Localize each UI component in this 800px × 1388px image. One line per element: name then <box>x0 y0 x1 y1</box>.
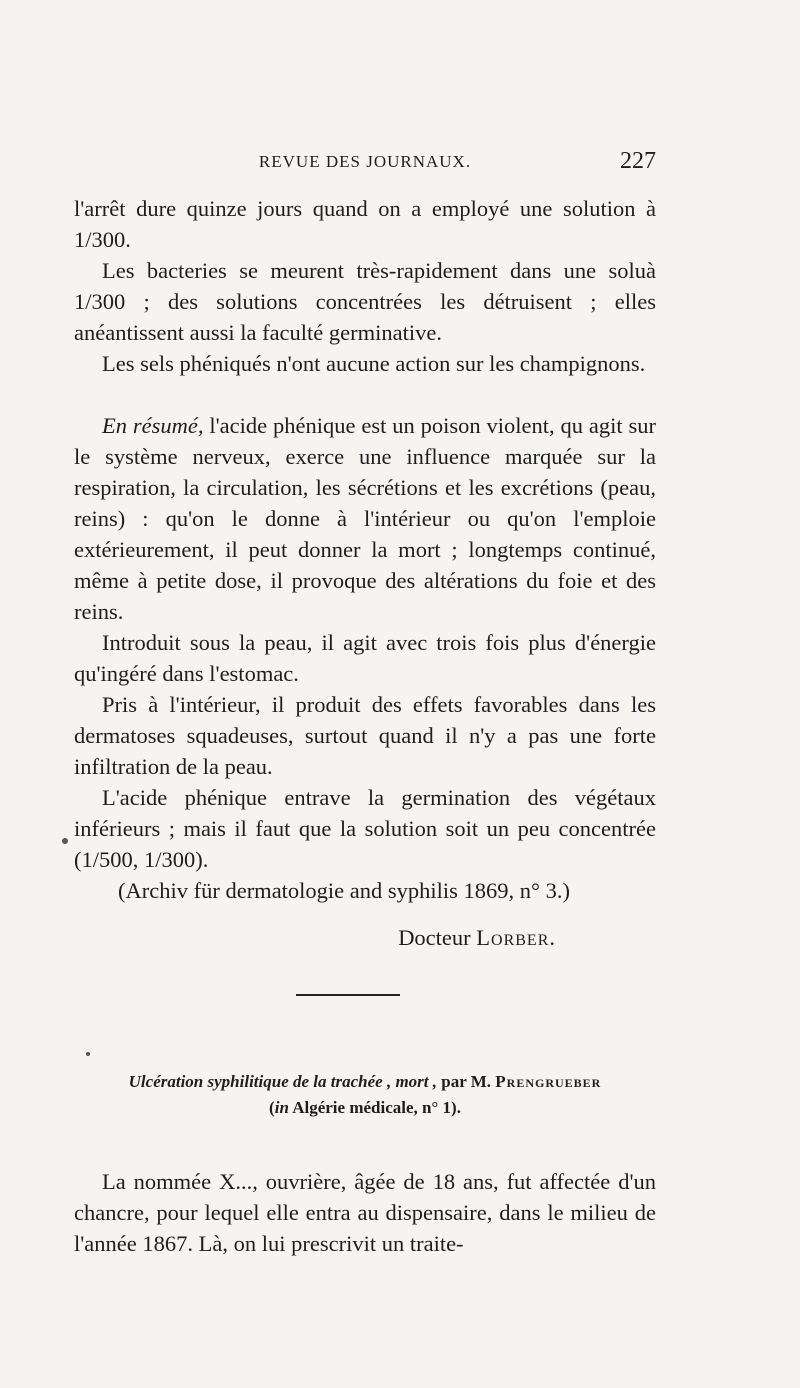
article-title-by: par M. <box>437 1072 496 1091</box>
running-head: REVUE DES JOURNAUX. <box>258 152 472 171</box>
article-source <box>74 1098 656 1118</box>
paragraph-6: Pris à l'intérieur, il produit des effets favorables dans les dermatoses squadeuses, surtout quand il n'y a pas une forte infiltration de la peau. <box>74 692 656 779</box>
paragraph-1: l'arrêt dure quinze jours quand on a employé une solution à 1/300. <box>74 196 656 252</box>
section-divider <box>296 994 400 996</box>
article-source-in: in <box>274 1098 289 1117</box>
article-title-text: Ulcération syphilitique de la trachée , mort , <box>128 1072 438 1091</box>
paragraph-4 <box>74 410 656 627</box>
margin-dot <box>62 838 68 844</box>
citation: (Archiv für dermatologie and syphilis 1869, n° 3.) <box>118 878 571 903</box>
paragraph-4-text: l'acide phénique est un poison violent, qu agit sur le système nerveux, exerce une influence marquée sur la respiration, la circulation, les sécrétions et les excrétions (peau, reins) : qu'on le donne à l'intérieur ou qu'on l'emploie extérieurement, il peut donner la mort ; longtemps continué, même à petite dose, il provoque des altérations du foie et des reins. <box>74 413 656 624</box>
paragraph-2: Les bacteries se meurent très-rapidement dans une soluà 1/300 ; des solutions concentrées les détruisent ; elles anéantissent aussi la faculté germinative. <box>74 258 656 345</box>
page-number: 227 <box>620 148 656 174</box>
signature-prefix: Docteur <box>398 925 477 950</box>
paragraph-3: Les sels phéniqués n'ont aucune action sur les champignons. <box>102 351 646 376</box>
article-source-open: ( <box>269 1098 275 1117</box>
margin-dot <box>86 1052 90 1056</box>
signature-name: Lorber. <box>476 925 556 950</box>
signature <box>74 922 656 953</box>
article-body: La nommée X..., ouvrière, âgée de 18 ans, fut affectée d'un chancre, pour lequel elle entra au dispensaire, dans le milieu de l'année 1867. Là, on lui prescrivit un traite- <box>74 1169 656 1256</box>
article-author: Prengrueber <box>495 1072 602 1091</box>
paragraph-4-lead: En résumé, <box>102 413 204 438</box>
page-header <box>74 150 656 180</box>
paragraph-7: L'acide phénique entrave la germination des végétaux inférieurs ; mais il faut que la solution soit un peu concentrée (1/500, 1/300). <box>74 785 656 872</box>
paragraph-5: Introduit sous la peau, il agit avec trois fois plus d'énergie qu'ingéré dans l'estomac. <box>74 630 656 686</box>
article-source-text: Algérie médicale, n° 1). <box>288 1098 461 1117</box>
article-title <box>74 1070 656 1094</box>
